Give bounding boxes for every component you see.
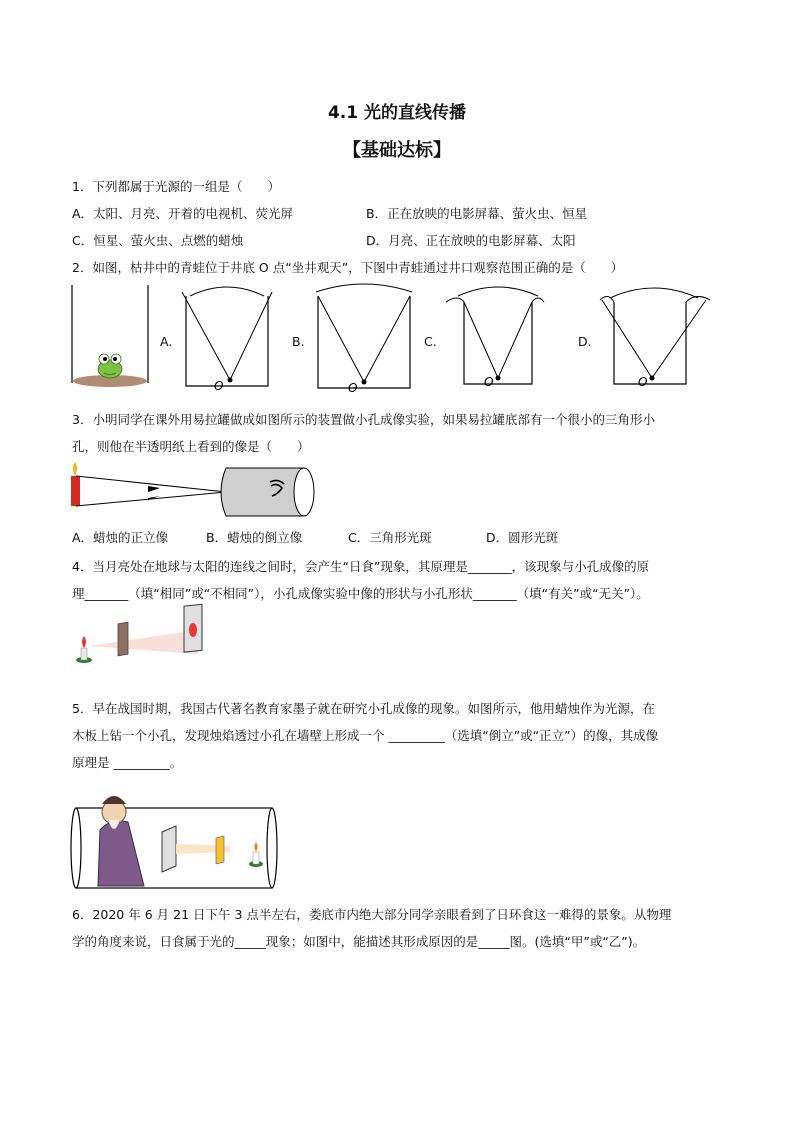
q2-label-b: B. <box>292 334 305 349</box>
can-pinhole-figure <box>68 462 298 522</box>
page-title: 4.1 光的直线传播 <box>327 103 467 123</box>
q2-option-b-diagram <box>312 288 422 398</box>
q3-line-2: 孔，则他在半透明纸上看到的像是（ ） <box>72 439 310 454</box>
q3-option-b: B．蜡烛的倒立像 <box>206 530 303 545</box>
q1-stem: 1．下列都属于光源的一组是（ ） <box>72 179 280 194</box>
q5-line-2: 木板上钻一个小孔，发现烛焰透过小孔在墙壁上形成一个 _________（选填“倒立”或“正立”）的像，其成像 <box>72 728 659 743</box>
section-heading: 【基础达标】 <box>343 140 451 161</box>
q6-line-1: 6．2020 年 6 月 21 日下午 3 点半左右，娄底市内绝大部分同学亲眼看到了日环食这一难得的景象。从物理 <box>72 907 672 922</box>
q4-line-2: 理_______（填“相同”或“不相同”），小孔成像实验中像的形状与小孔形状_______（填“有关”或“无关”）。 <box>72 586 649 601</box>
q5-line-3: 原理是 _________。 <box>72 755 183 770</box>
q1-option-d: D．月亮、正在放映的电影屏幕、太阳 <box>366 233 576 248</box>
eye-icon <box>268 478 288 502</box>
mozi-scroll-figure <box>70 782 280 892</box>
well-frog-figure <box>70 285 155 390</box>
q6-line-2: 学的角度来说，日食属于光的_____现象；如图中，能描述其形成原因的是_____图。(选填“甲”或“乙”)。 <box>72 934 646 949</box>
q2-d-o-label: O <box>638 375 648 389</box>
q2-option-d-diagram <box>596 288 716 398</box>
q1-option-b: B．正在放映的电影屏幕、萤火虫、恒星 <box>366 206 588 221</box>
q2-c-o-label: O <box>484 375 494 389</box>
q1-option-a: A．太阳、月亮、开着的电视机、荧光屏 <box>72 206 294 221</box>
q5-line-1: 5．早在战国时期，我国古代著名教育家墨子就在研究小孔成像的现象。如图所示，他用蜡烛作为光源，在 <box>72 701 655 716</box>
q3-option-c: C．三角形光斑 <box>348 530 432 545</box>
q2-label-d: D. <box>578 334 592 349</box>
pinhole-experiment-figure <box>72 614 222 674</box>
q2-label-a: A. <box>160 334 173 349</box>
q2-label-c: C. <box>424 334 437 349</box>
q2-option-a-diagram <box>180 288 280 398</box>
q2-a-o-label: O <box>214 379 224 393</box>
q3-line-1: 3．小明同学在课外用易拉罐做成如图所示的装置做小孔成像实验，如果易拉罐底部有一个很小的三角形小 <box>72 412 655 427</box>
q3-option-a: A．蜡烛的正立像 <box>72 530 169 545</box>
q2-stem: 2．如图，枯井中的青蛙位于井底 O 点“坐井观天”，下图中青蛙通过井口观察范围正确的是（ ） <box>72 260 624 275</box>
q1-option-c: C．恒星、萤火虫、点燃的蜡烛 <box>72 233 244 248</box>
q4-line-1: 4．当月亮处在地球与太阳的连线之间时，会产生“日食”现象，其原理是_______，该现象与小孔成像的原 <box>72 559 650 574</box>
q3-option-d: D．圆形光斑 <box>486 530 559 545</box>
q2-b-o-label: O <box>348 381 358 395</box>
q2-option-c-diagram <box>444 288 544 398</box>
